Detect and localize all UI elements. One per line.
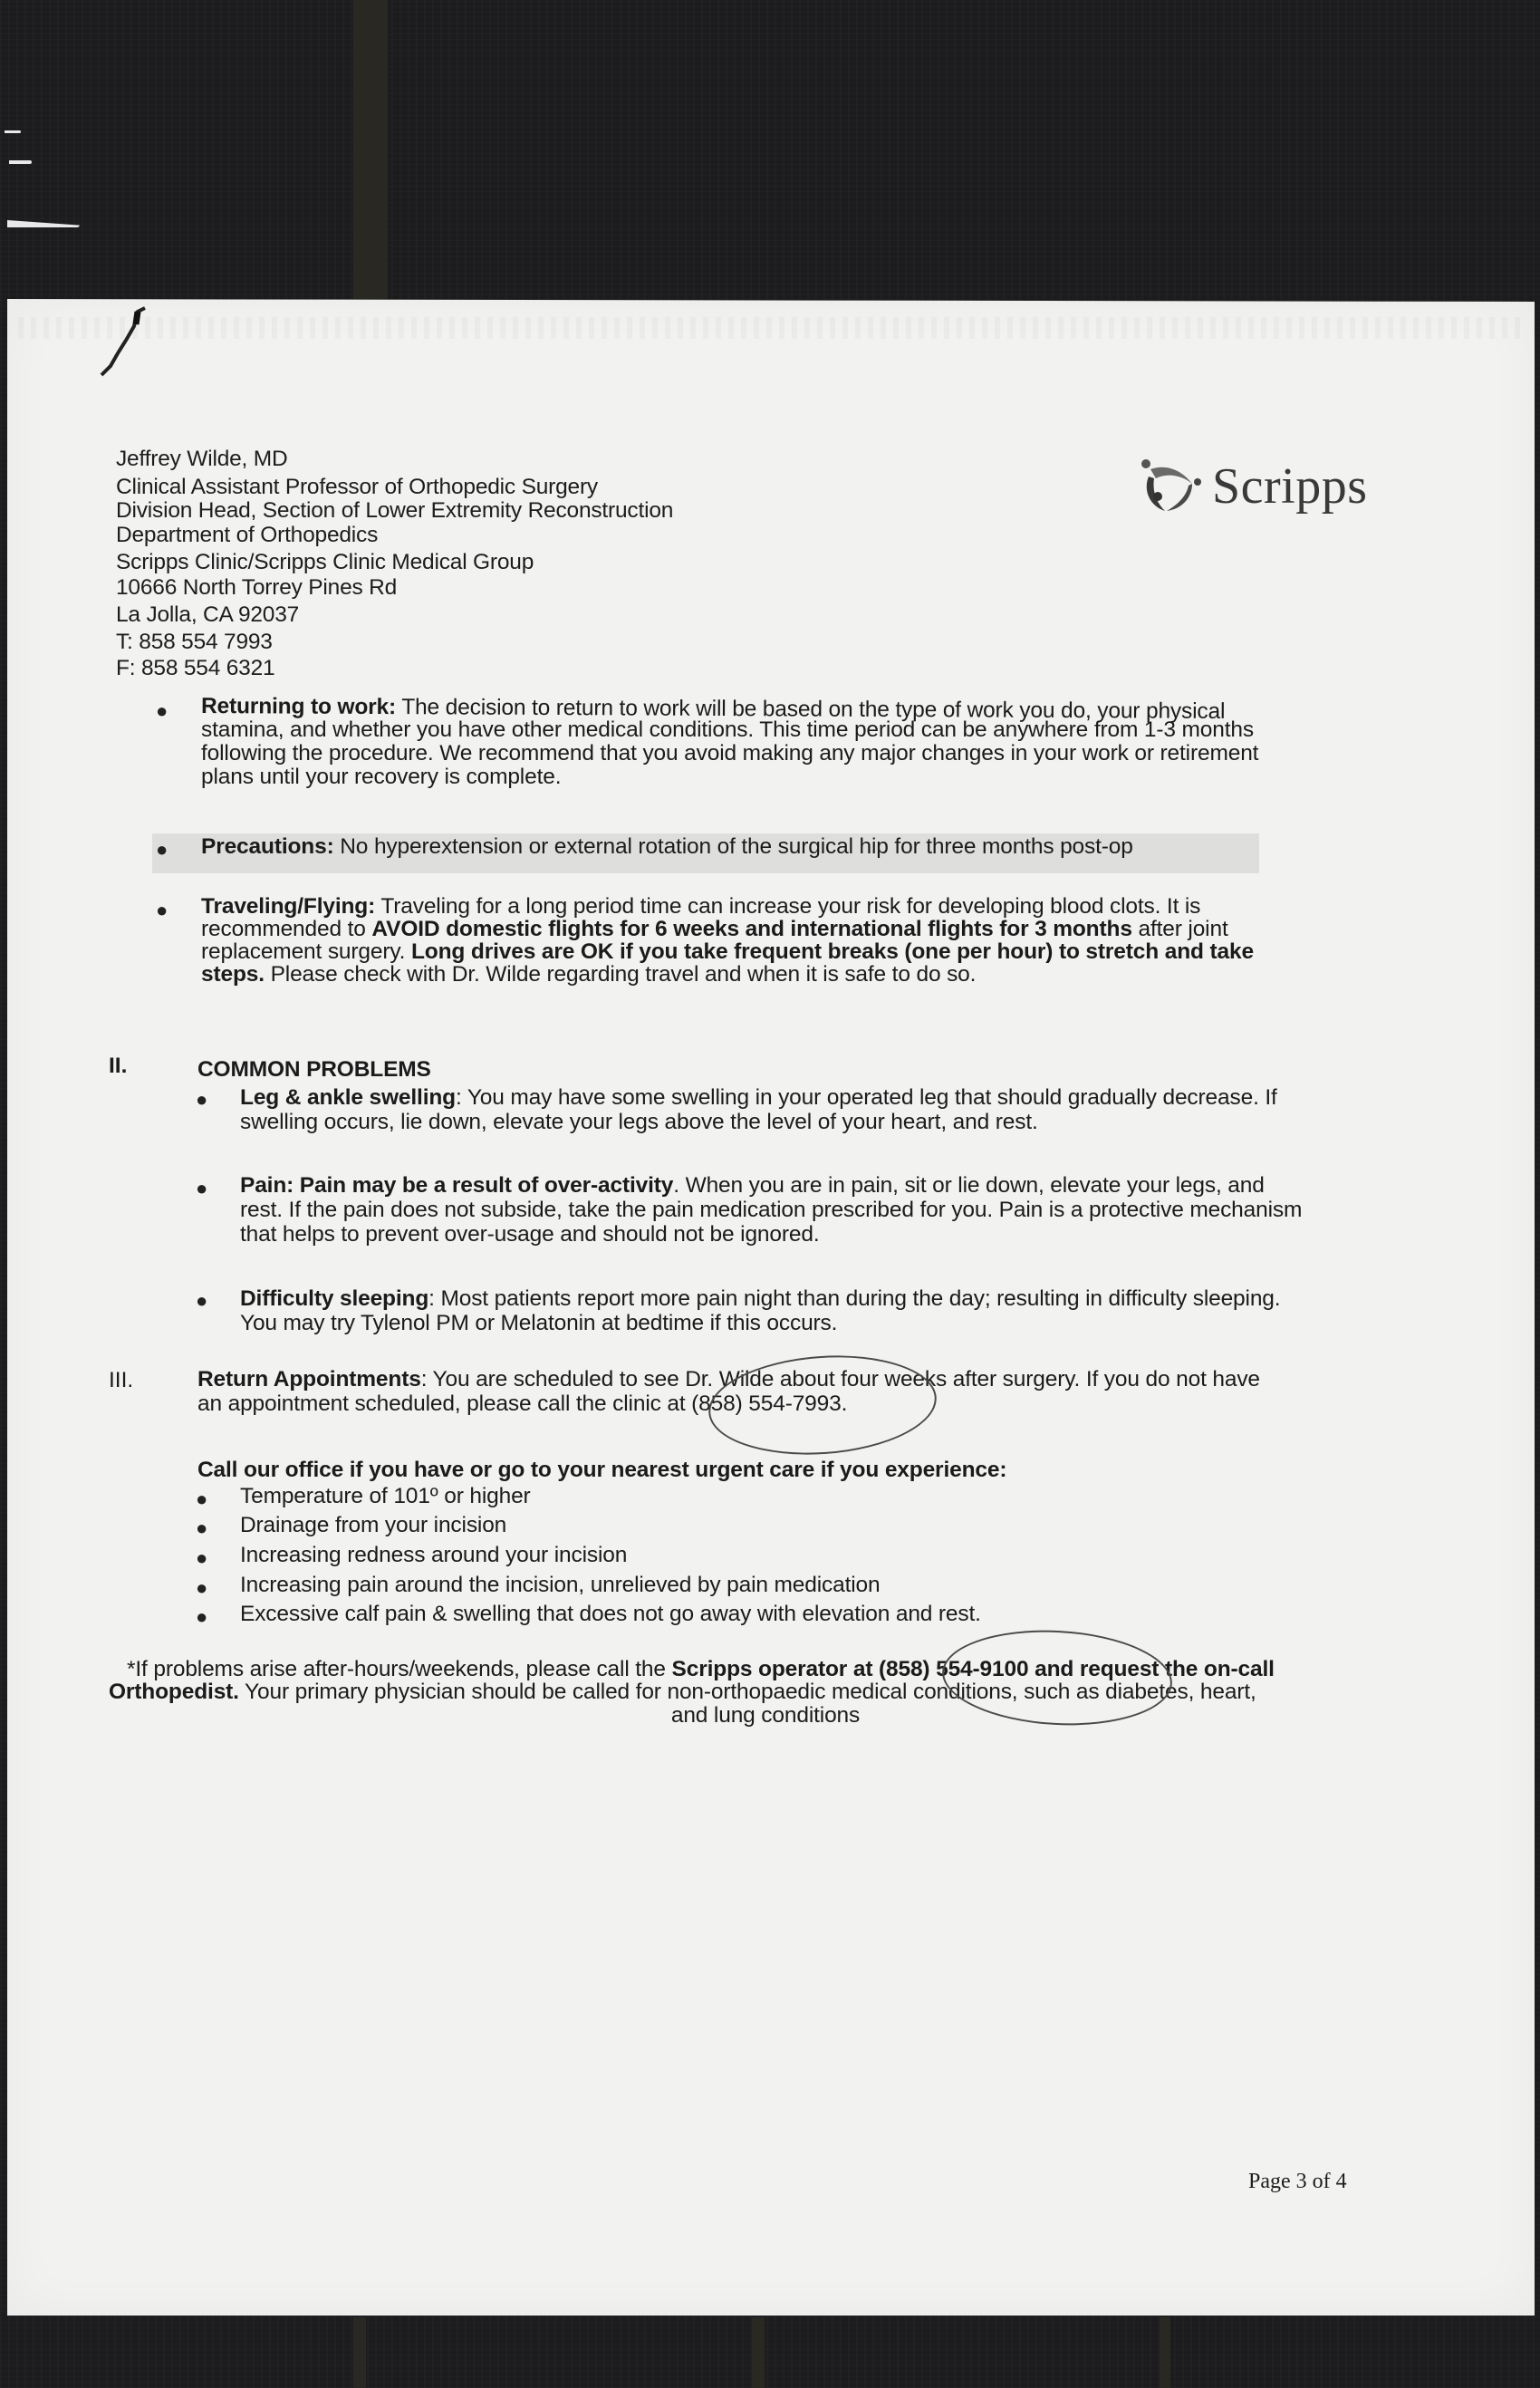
note-text: and lung conditions — [670, 1703, 861, 1728]
scanner-glint — [5, 130, 21, 133]
item-text: plans until your recovery is complete. — [201, 765, 562, 789]
item-label: Pain: Pain may be a result of over-activity — [240, 1173, 674, 1198]
paper-fold-artifact — [18, 317, 1522, 339]
common-problems-heading: COMMON PROBLEMS — [197, 1057, 431, 1082]
fax-number: F: 858 554 6321 — [116, 656, 275, 681]
item-text: You may try Tylenol PM or Melatonin at bedtime if this occurs. — [240, 1311, 838, 1335]
bullet-icon: ● — [196, 1576, 208, 1599]
bullet-icon: ● — [196, 1488, 208, 1510]
after-hours-note — [109, 1657, 1440, 1728]
letterhead — [116, 446, 673, 682]
bullet-icon: ● — [156, 699, 168, 722]
section-number: II. — [109, 1054, 128, 1078]
bullet-icon: ● — [196, 1546, 208, 1569]
warning-item: Excessive calf pain & swelling that does not go away with elevation and rest. — [240, 1602, 981, 1626]
item-text: The decision to return to work will be based on the type of work you do, your physical — [395, 695, 1226, 724]
item-label: Leg & ankle swelling — [240, 1085, 456, 1110]
note-text: Your primary physician should be called for non-orthopaedic medical conditions, such as diabetes, heart, — [238, 1680, 1256, 1704]
precautions-item — [201, 834, 1288, 860]
scanner-strip — [752, 2317, 765, 2388]
clinic-phone-text: an appointment scheduled, please call the clinic at (858) 554-7993. — [197, 1391, 848, 1416]
paper-tear-icon — [91, 306, 154, 377]
physician-name: Jeffrey Wilde, MD — [116, 447, 288, 471]
item-label: Traveling/Flying: — [201, 894, 376, 919]
item-text: stamina, and whether you have other medical conditions. This time period can be anywhere from 1-3 months — [201, 717, 1254, 742]
note-text: *If problems arise after-hours/weekends, please call the — [127, 1657, 672, 1681]
leg-swelling-item — [240, 1085, 1436, 1135]
warning-heading — [197, 1458, 1006, 1483]
item-text: rest. If the pain does not subside, take the pain medication prescribed for you. Pain is a protective mechanism — [240, 1198, 1303, 1222]
note-emphasis: Orthopedist. — [109, 1680, 239, 1704]
bullet-icon: ● — [196, 1605, 208, 1628]
difficulty-sleeping-item — [240, 1286, 1454, 1336]
item-text: : You may have some swelling in your operated leg that should gradually decrease. If — [455, 1085, 1277, 1110]
item-text: recommended to — [201, 917, 372, 941]
warning-heading-text: Call our office if you have or go to your nearest urgent care if you experience: — [197, 1458, 1007, 1482]
city-state-zip: La Jolla, CA 92037 — [116, 602, 300, 627]
item-text: : You are scheduled to see Dr. Wilde about four weeks after surgery. If you do not have — [420, 1367, 1260, 1391]
item-text: : Most patients report more pain night than during the day; resulting in difficulty sleeping. — [428, 1286, 1281, 1311]
bullet-icon: ● — [196, 1177, 208, 1199]
scanner-strip — [1160, 2317, 1170, 2388]
scripps-logo — [1140, 457, 1368, 515]
item-label: Precautions: — [201, 834, 334, 859]
item-text: that helps to prevent over-usage and should not be ignored. — [240, 1222, 820, 1247]
item-emphasis: Long drives are OK if you take frequent breaks (one per hour) to stretch and take — [410, 939, 1254, 964]
item-text: Traveling for a long period time can increase your risk for developing blood clots. It is — [375, 894, 1201, 919]
item-label: Difficulty sleeping — [240, 1286, 429, 1311]
physician-title-2: Division Head, Section of Lower Extremity Reconstruction — [116, 497, 674, 523]
warning-item: Temperature of 101º or higher — [240, 1484, 531, 1508]
warning-item: Increasing pain around the incision, unrelieved by pain medication — [240, 1573, 881, 1597]
item-text: replacement surgery. — [201, 939, 411, 964]
item-text: swelling occurs, lie down, elevate your legs above the level of your heart, and rest. — [240, 1110, 1038, 1134]
item-text: No hyperextension or external rotation of the surgical hip for three months post-op — [333, 834, 1133, 859]
scanner-strip — [353, 0, 388, 299]
warning-item: Increasing redness around your incision — [240, 1543, 628, 1567]
warning-item: Drainage from your incision — [240, 1513, 507, 1537]
item-text: . When you are in pain, sit or lie down, elevate your legs, and — [673, 1173, 1265, 1198]
bullet-icon: ● — [196, 1517, 208, 1539]
scanner-strip — [353, 2317, 366, 2388]
bullet-icon: ● — [196, 1088, 208, 1111]
traveling-flying-item — [201, 894, 1433, 987]
section-number: III. — [109, 1368, 134, 1392]
bullet-icon: ● — [156, 899, 168, 921]
bullet-icon: ● — [156, 838, 168, 861]
organization: Scripps Clinic/Scripps Clinic Medical Group — [116, 550, 534, 575]
scanner-glint — [9, 160, 32, 164]
item-label: Return Appointments — [197, 1367, 421, 1391]
section-heading — [197, 1057, 431, 1083]
item-text: after joint — [1131, 917, 1228, 941]
item-emphasis: AVOID domestic flights for 6 weeks and international flights for 3 months — [371, 917, 1132, 941]
street-address: 10666 North Torrey Pines Rd — [116, 574, 398, 600]
item-text: following the procedure. We recommend that you avoid making any major changes in your work or retirement — [201, 741, 1259, 766]
item-text: Please check with Dr. Wilde regarding travel and when it is safe to do so. — [264, 962, 977, 987]
pain-item — [240, 1173, 1445, 1247]
department: Department of Orthopedics — [116, 523, 379, 548]
returning-to-work-item — [201, 694, 1424, 790]
logo-wordmark: Scripps — [1212, 458, 1368, 515]
operator-phone-text: Scripps operator at (858) 554-9100 and request the on-call — [671, 1657, 1275, 1681]
item-label: Returning to work: — [200, 694, 397, 720]
page-number: Page 3 of 4 — [1248, 2170, 1347, 2193]
scripps-swirl-logo-icon — [1140, 458, 1203, 515]
item-emphasis: steps. — [201, 962, 265, 987]
phone-number: T: 858 554 7993 — [116, 629, 273, 654]
physician-title: Clinical Assistant Professor of Orthopedic Surgery — [116, 474, 598, 499]
bullet-icon: ● — [196, 1289, 208, 1312]
